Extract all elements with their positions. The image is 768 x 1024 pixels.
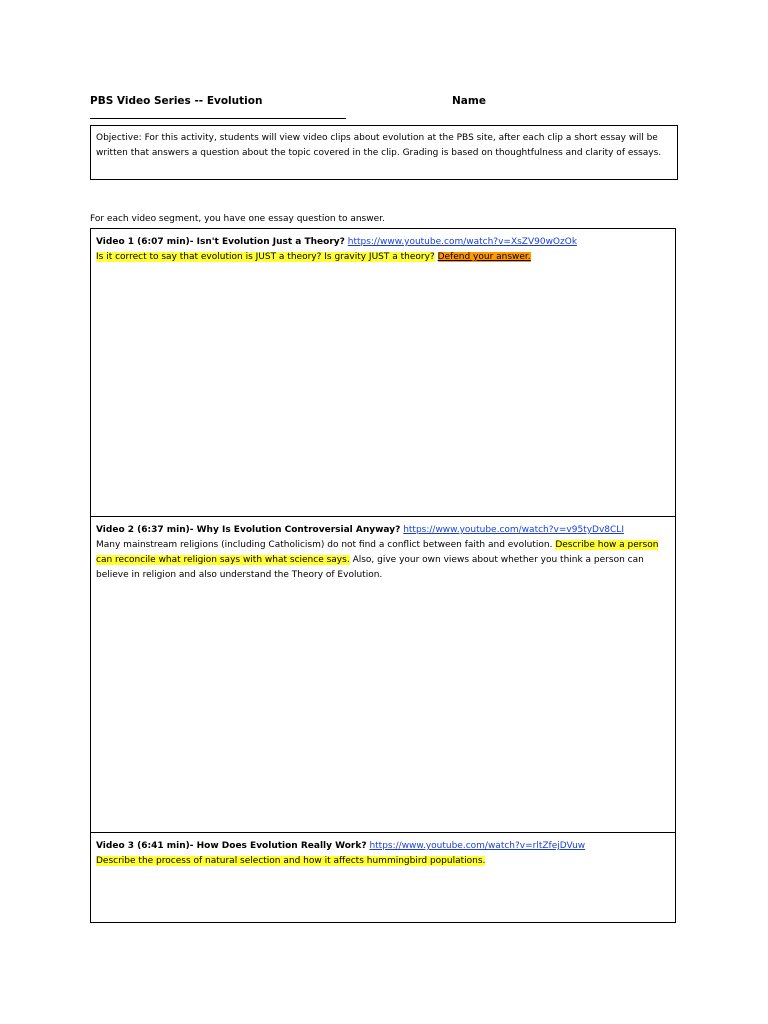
video-questions-table [90, 228, 676, 923]
page-title: PBS Video Series -- Evolution [90, 95, 263, 107]
video-3-section [91, 832, 675, 924]
video-3-heading: Video 3 (6:41 min)- How Does Evolution Really Work? [96, 841, 367, 851]
instructions-text: For each video segment, you have one essay question to answer. [90, 214, 385, 224]
video-2-question-rest: Also, give your own views about whether you think a person can believe in religion and also understand the Theory of Evolution. [96, 555, 644, 580]
video-1-link[interactable]: https://www.youtube.com/watch?v=XsZV90wOzOk [347, 237, 578, 247]
title-underline [90, 118, 346, 119]
video-1-emphasis: Defend your answer. [437, 252, 531, 262]
video-2-section [91, 516, 675, 832]
video-2-question: Describe how a person can reconcile what religion says with what science says. [96, 540, 659, 565]
video-1-question: Is it correct to say that evolution is JUST a theory? Is gravity JUST a theory? [96, 252, 435, 262]
video-2-heading: Video 2 (6:37 min)- Why Is Evolution Controversial Anyway? [96, 525, 401, 535]
name-label: Name [452, 95, 486, 107]
objective-box: Objective: For this activity, students will view video clips about evolution at the PBS site, after each clip a short essay will be written that answers a question about the topic covered in the clip. Grading is based on thoughtfulness and clarity of essays. [90, 125, 678, 180]
video-1-section [91, 229, 675, 516]
video-1-heading: Video 1 (6:07 min)- Isn't Evolution Just a Theory? [96, 237, 345, 247]
video-2-intro: Many mainstream religions (including Catholicism) do not find a conflict between faith and evolution. [96, 540, 553, 550]
video-3-question: Describe the process of natural selection and how it affects hummingbird populations. [96, 856, 486, 866]
video-3-link[interactable]: https://www.youtube.com/watch?v=rltZfejDVuw [369, 841, 586, 851]
video-2-link[interactable]: https://www.youtube.com/watch?v=v95tyDv8CLI [403, 525, 624, 535]
